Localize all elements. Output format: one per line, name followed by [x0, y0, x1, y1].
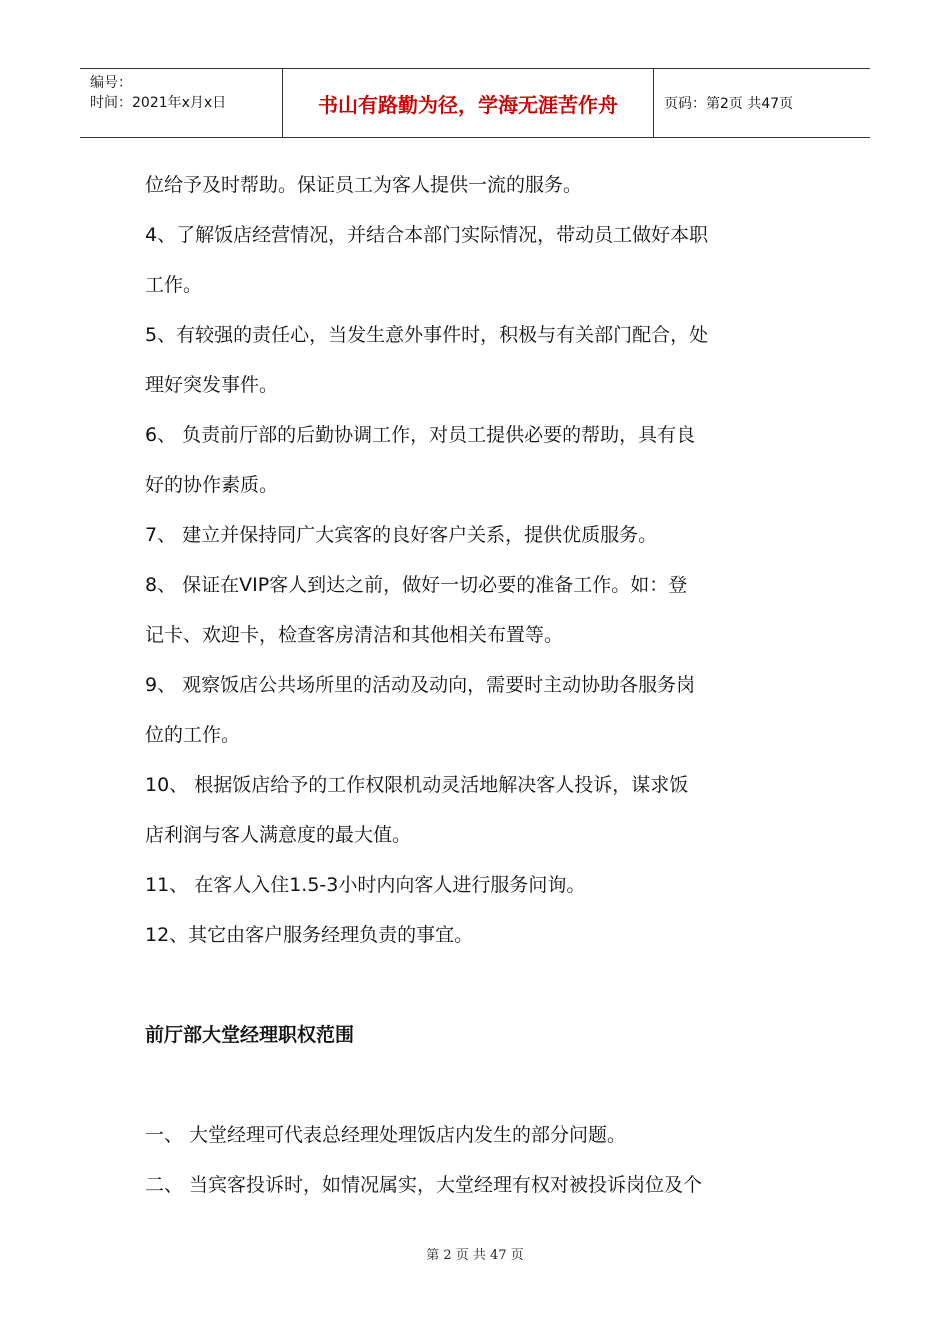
body-line: 工作。 [145, 274, 203, 296]
section-line: 二、 当宾客投诉时，如情况属实，大堂经理有权对被投诉岗位及个 [145, 1174, 703, 1196]
document-number-label: 编号： [90, 75, 132, 91]
body-line: 11、 在客人入住1.5-3小时内向客人进行服务问询。 [145, 874, 586, 896]
body-line: 好的协作素质。 [145, 474, 279, 496]
header-meta [80, 69, 282, 137]
body-line: 记卡、欢迎卡，检查客房清洁和其他相关布置等。 [145, 624, 564, 646]
page-footer: 第 2 页 共 47 页 [426, 1248, 524, 1263]
document-time-label: 时间：2021年x月x日 [90, 95, 227, 111]
body-line: 10、 根据饭店给予的工作权限机动灵活地解决客人投诉，谋求饭 [145, 774, 689, 796]
body-line: 12、其它由客户服务经理负责的事宜。 [145, 924, 474, 946]
body-line: 7、 建立并保持同广大宾客的良好客户关系，提供优质服务。 [145, 524, 658, 546]
body-line: 8、 保证在VIP客人到达之前，做好一切必要的准备工作。如：登 [145, 574, 688, 596]
body-line: 9、 观察饭店公共场所里的活动及动向，需要时主动协助各服务岗 [145, 674, 696, 696]
header-page-info: 页码：第2页 共47页 [664, 96, 794, 112]
document-body [145, 160, 810, 1210]
body-line: 位给予及时帮助。保证员工为客人提供一流的服务。 [145, 174, 583, 196]
body-line: 4、了解饭店经营情况，并结合本部门实际情况，带动员工做好本职 [145, 224, 709, 246]
body-line: 店利润与客人满意度的最大值。 [145, 824, 412, 846]
body-line: 位的工作。 [145, 724, 241, 746]
body-line: 5、有较强的责任心，当发生意外事件时，积极与有关部门配合，处 [145, 324, 709, 346]
page-header [80, 68, 870, 138]
section-line: 一、 大堂经理可代表总经理处理饭店内发生的部分问题。 [145, 1124, 627, 1146]
body-line: 6、 负责前厅部的后勤协调工作，对员工提供必要的帮助，具有良 [145, 424, 696, 446]
section-title: 前厅部大堂经理职权范围 [145, 1024, 355, 1046]
body-line: 理好突发事件。 [145, 374, 279, 396]
header-motto: 书山有路勤为径，学海无涯苦作舟 [282, 69, 654, 137]
